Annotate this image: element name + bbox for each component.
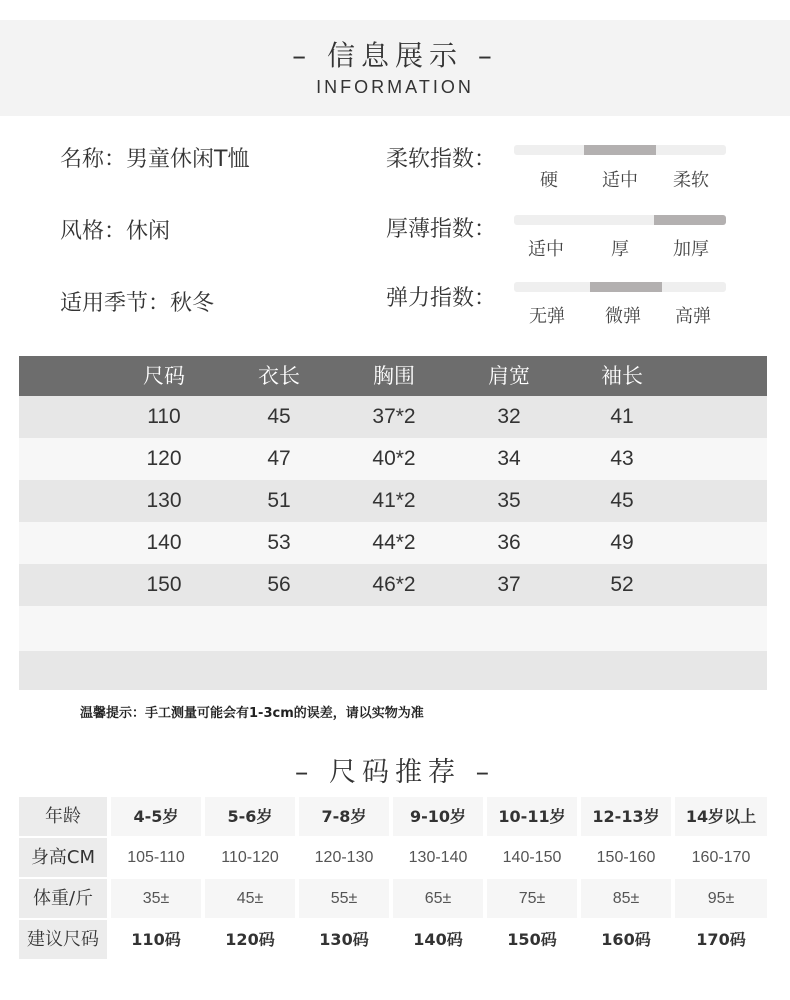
- cell-chest: 41*2: [372, 489, 416, 512]
- cell-shoulder: 34: [497, 447, 521, 470]
- softness-index-label: 柔软指数：: [386, 147, 497, 172]
- elasticity-option-slight: 微弹: [605, 306, 641, 327]
- measurement-tip: 温馨提示：手工测量可能会有1-3cm的误差，请以实物为准: [80, 706, 424, 721]
- softness-scale: [514, 145, 726, 155]
- age-cell: 5-6岁: [205, 797, 295, 836]
- cell-shoulder: 35: [497, 489, 521, 512]
- thickness-index-label: 厚薄指数：: [386, 217, 497, 242]
- cell-shoulder: 36: [497, 531, 521, 554]
- cell-size: 110: [147, 405, 181, 428]
- elasticity-option-high: 高弹: [675, 306, 711, 327]
- header-shoulder: 肩宽: [488, 364, 530, 388]
- cell-shoulder: 32: [497, 405, 521, 428]
- cell-length: 56: [267, 573, 291, 596]
- weight-cell: 95±: [675, 879, 767, 918]
- weight-cell: 75±: [487, 879, 577, 918]
- row-label: 建议尺码: [19, 920, 107, 959]
- size-chart-header: [19, 356, 767, 396]
- size-cell: 140码: [393, 920, 483, 959]
- elasticity-scale: [514, 282, 726, 292]
- cell-length: 47: [267, 447, 291, 470]
- elasticity-option-none: 无弹: [529, 306, 565, 327]
- row-label: 体重/斤: [19, 879, 107, 918]
- header-length: 衣长: [258, 364, 300, 388]
- height-cell: 130-140: [393, 838, 483, 877]
- cell-size: 150: [146, 573, 182, 596]
- cell-size: 120: [146, 447, 182, 470]
- weight-cell: 85±: [581, 879, 671, 918]
- cell-chest: 40*2: [372, 447, 416, 470]
- info-subtitle: INFORMATION: [316, 77, 474, 97]
- weight-cell: 45±: [205, 879, 295, 918]
- cell-sleeve: 41: [610, 405, 634, 428]
- cell-sleeve: 52: [610, 573, 634, 596]
- cell-length: 53: [267, 531, 291, 554]
- age-cell: 12-13岁: [581, 797, 671, 836]
- cell-length: 51: [267, 489, 291, 512]
- thickness-scale: [514, 215, 726, 225]
- age-cell: 10-11岁: [487, 797, 577, 836]
- row-label: 身高CM: [19, 838, 107, 877]
- height-cell: 105-110: [111, 838, 201, 877]
- softness-scale-marker: [584, 145, 656, 155]
- product-season: 适用季节：秋冬: [60, 291, 215, 316]
- cell-sleeve: 43: [610, 447, 634, 470]
- cell-length: 45: [267, 405, 291, 428]
- header-sleeve: 袖长: [601, 364, 643, 388]
- row-label: 年龄: [19, 797, 107, 836]
- table-row: [19, 438, 767, 480]
- softness-option-hard: 硬: [540, 170, 558, 191]
- table-row: [19, 480, 767, 522]
- size-cell: 160码: [581, 920, 671, 959]
- thickness-scale-marker: [654, 215, 726, 225]
- size-cell: 150码: [487, 920, 577, 959]
- cell-size: 140: [146, 531, 182, 554]
- table-row: [19, 396, 767, 438]
- size-cell: 120码: [205, 920, 295, 959]
- product-style: 风格：休闲: [60, 219, 171, 244]
- table-row: [19, 522, 767, 564]
- age-cell: 7-8岁: [299, 797, 389, 836]
- elasticity-index-label: 弹力指数：: [386, 286, 497, 311]
- thickness-option-extra-thick: 加厚: [673, 239, 709, 260]
- age-cell: 4-5岁: [111, 797, 201, 836]
- thickness-option-thick: 厚: [611, 239, 629, 260]
- weight-cell: 65±: [393, 879, 483, 918]
- table-row-empty: [19, 651, 767, 690]
- product-name: 名称：男童休闲T恤: [60, 147, 250, 172]
- softness-option-soft: 柔软: [673, 170, 709, 191]
- weight-cell: 35±: [111, 879, 201, 918]
- cell-sleeve: 45: [610, 489, 634, 512]
- thickness-option-medium: 适中: [528, 239, 564, 260]
- cell-shoulder: 37: [497, 573, 521, 596]
- recommend-title: – 尺码推荐 –: [294, 757, 496, 788]
- size-cell: 130码: [299, 920, 389, 959]
- header-size: 尺码: [143, 364, 185, 388]
- height-cell: 150-160: [581, 838, 671, 877]
- softness-option-medium: 适中: [602, 170, 638, 191]
- size-chart: [19, 356, 767, 690]
- height-cell: 110-120: [205, 838, 295, 877]
- cell-chest: 46*2: [372, 573, 416, 596]
- cell-chest: 44*2: [372, 531, 416, 554]
- size-cell: 110码: [111, 920, 201, 959]
- age-cell: 14岁以上: [675, 797, 767, 836]
- height-cell: 160-170: [675, 838, 767, 877]
- header-chest: 胸围: [373, 364, 415, 388]
- weight-cell: 55±: [299, 879, 389, 918]
- age-cell: 9-10岁: [393, 797, 483, 836]
- height-cell: 120-130: [299, 838, 389, 877]
- info-title: – 信息展示 –: [292, 39, 498, 72]
- table-row-empty: [19, 606, 767, 651]
- height-cell: 140-150: [487, 838, 577, 877]
- elasticity-scale-marker: [590, 282, 662, 292]
- cell-sleeve: 49: [610, 531, 634, 554]
- cell-chest: 37*2: [372, 405, 416, 428]
- table-row: [19, 564, 767, 606]
- size-cell: 170码: [675, 920, 767, 959]
- cell-size: 130: [146, 489, 182, 512]
